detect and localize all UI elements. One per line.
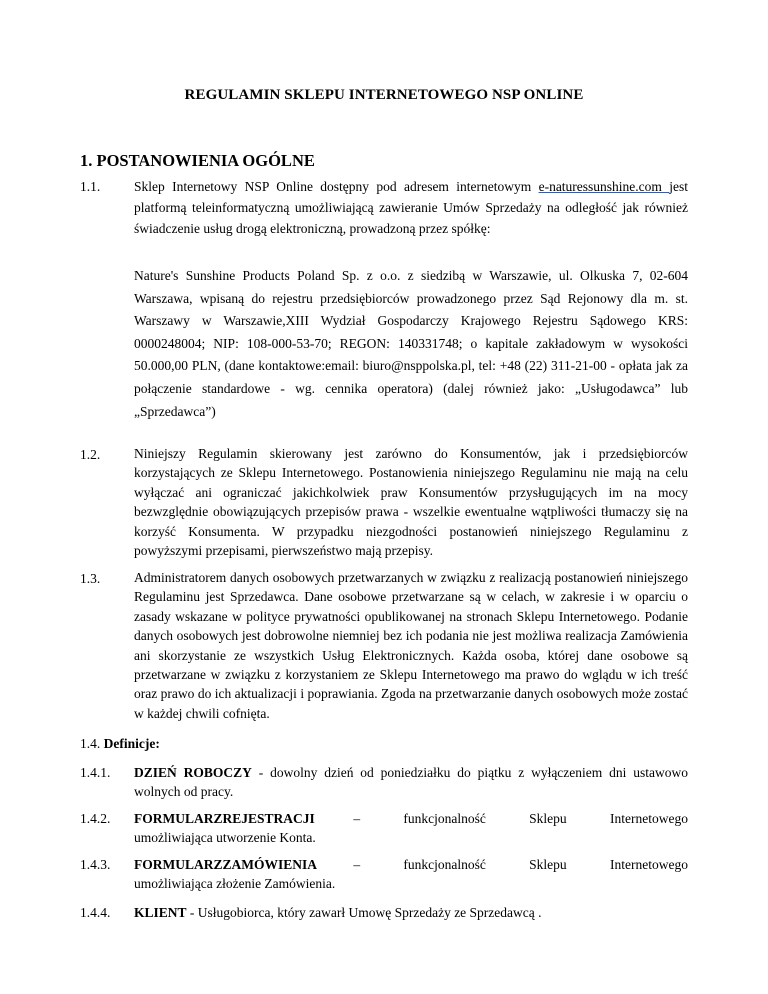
paragraph-number: 1.1. [80, 179, 101, 194]
paragraph-number: 1.4. [80, 736, 101, 751]
paragraph-number: 1.2. [80, 447, 101, 462]
definition-term: KLIENT [134, 905, 187, 920]
paragraph-1-3: Administratorem danych osobowych przetwarzanych w związku z realizacją postanowień niniejszego Regulaminu jest Sprzedawca. Dane osobowe przetwarzane są w celach, w zakresie i w oparciu o zasady wskazane w polityce prywatności opublikowanej na stronach Sklepu Internetowego. Podanie danych osobowych jest dobrowolne niemniej bez ich podania nie jest możliwa realizacja Zamówienia ani skorzystanie ze wszystkich Usług Elektronicznych. Każda osoba, której dane osobowe są przetwarzane w związku z korzystaniem ze Sklepu Internetowego ma prawo do wglądu w ich treść oraz prawo do ich aktualizacji i poprawiania. Zgoda na przetwarzanie danych osobowych może zostać w każdej chwili cofnięta. [134, 570, 688, 721]
definition-text: funkcjonalność [403, 857, 486, 872]
section-heading: 1. POSTANOWIENIA OGÓLNE [80, 151, 315, 170]
paragraph-1-2: Niniejszy Regulamin skierowany jest zarówno do Konsumentów, jak i przedsiębiorców korzystających ze Sklepu Internetowego. Postanowienia niniejszego Regulaminu nie mają na celu wyłączać ani ograniczać jakichkolwiek praw Konsumentów przysługujących im na mocy bezwzględnie obowiązujących przepisów prawa - wszelkie ewentualne wątpliwości tłumaczy się na korzyść Konsumenta. W przypadku niezgodności postanowień niniejszego Regulaminu z powyższymi przepisami, pierwszeństwo mają przepisy. [134, 446, 688, 559]
definition-number: 1.4.1. [80, 765, 111, 780]
definition-formularz-rejestracji [134, 809, 688, 848]
definition-text: Sklepu [529, 857, 567, 872]
definition-formularz-zamowienia [134, 855, 688, 894]
company-details: Nature's Sunshine Products Poland Sp. z o.o. z siedzibą w Warszawie, ul. Olkuska 7, 02-604 Warszawa, wpisaną do rejestru przedsiębiorców prowadzonego przez Sąd Rejonowy dla m. st. Warszawy w Warszawie,XIII Wydział Gospodarczy Krajowego Rejestru Sądowego KRS: 0000248004; NIP: 108-000-53-70; REGON: 140331748; o kapitale zakładowym w wysokości 50.000,00 PLN, (dane kontaktowe:email: biuro@nsppolska.pl, tel: +48 (22) 311-21-00 - opłata jak za połączenie standardowe - wg. cennika operatora) (dalej również jako: „Usługodawca” lub „Sprzedawca”) [134, 268, 688, 419]
definition-dzien-roboczy [134, 763, 688, 802]
definition-klient [134, 903, 688, 922]
definition-term: DZIEŃ ROBOCZY [134, 765, 252, 780]
definition-text: - Usługobiorca, który zawarł Umowę Sprzedaży ze Sprzedawcą . [186, 905, 542, 920]
definition-text: funkcjonalność [403, 811, 486, 826]
definition-dash: – [353, 811, 361, 826]
definition-number: 1.4.2. [80, 811, 111, 826]
definition-text: umożliwiająca złożenie Zamówienia. [134, 876, 336, 892]
definition-text: umożliwiająca utworzenie Konta. [134, 830, 316, 846]
definitions-label: Definicje: [103, 736, 160, 751]
definition-term: FORMULARZ [134, 811, 223, 826]
document-title: REGULAMIN SKLEPU INTERNETOWEGO NSP ONLINE [184, 87, 584, 103]
definition-text: Internetowego [610, 811, 688, 826]
paragraph-1-1 [134, 176, 688, 240]
paragraph-text: jest platformą teleinformatyczną umożliwiającą zawieranie Umów Sprzedaży na odległość jak również świadczenie usług drogą elektroniczną, prowadzoną przez spółkę: [134, 179, 688, 237]
definition-number: 1.4.3. [80, 857, 111, 872]
definition-dash: – [353, 857, 361, 872]
definition-text: - dowolny dzień od poniedziałku do piątku z wyłączeniem dni ustawowo wolnych od pracy. [134, 765, 688, 800]
definition-number: 1.4.4. [80, 905, 111, 920]
definition-text: Internetowego [610, 857, 688, 872]
paragraph-number: 1.3. [80, 571, 101, 586]
definition-term: REJESTRACJI [222, 811, 315, 826]
definitions-heading [80, 734, 160, 753]
definition-text: Sklepu [529, 811, 567, 826]
definition-term: FORMULARZ [134, 857, 223, 872]
definition-term: ZAMÓWIENIA [222, 857, 318, 872]
paragraph-text: Sklep Internetowy NSP Online dostępny pod adresem internetowym [134, 179, 539, 194]
website-link[interactable]: e-naturessunshine.com [538, 179, 670, 194]
